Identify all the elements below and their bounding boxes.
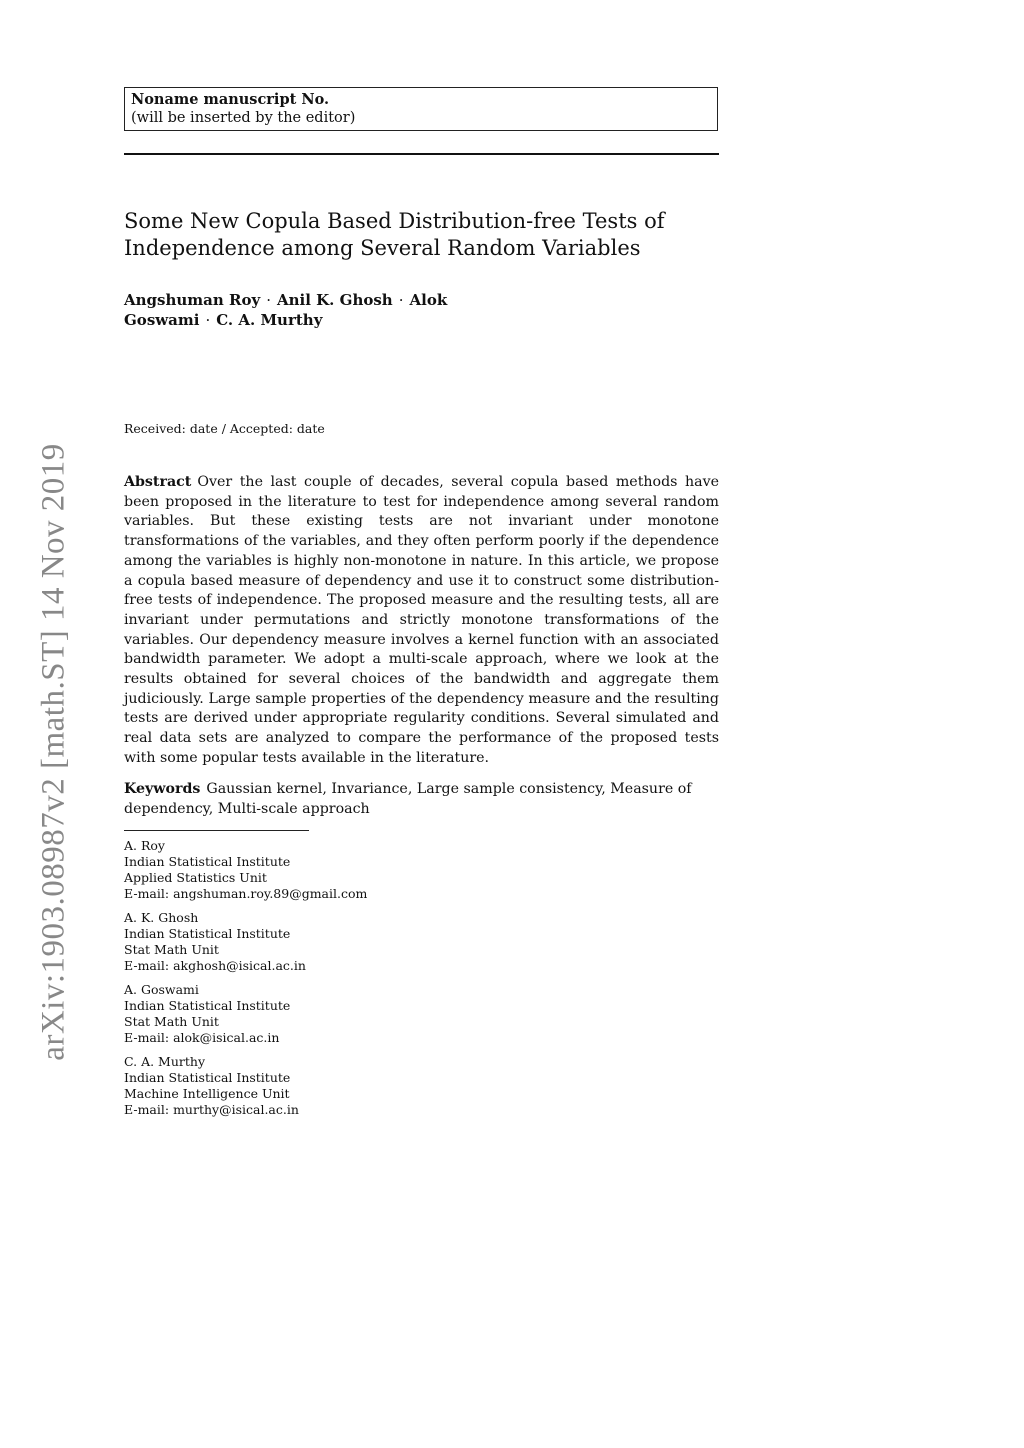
author-name: C. A. Murthy [216, 311, 323, 329]
received-accepted-dates: Received: date / Accepted: date [124, 421, 325, 436]
manuscript-number-label: Noname manuscript No. [131, 91, 330, 108]
author-name: Alok Goswami [124, 291, 448, 329]
author-separator: · [205, 311, 211, 329]
keywords-text: Gaussian kernel, Invariance, Large sample consistency, Measure of dependency, Multi-scale approach [124, 781, 692, 817]
affiliation-email: E-mail: alok@isical.ac.in [124, 1030, 280, 1045]
affiliation-institute: Indian Statistical Institute [124, 998, 291, 1013]
affiliation-name: A. Roy [124, 838, 165, 853]
affiliation-unit: Stat Math Unit [124, 1014, 219, 1029]
abstract-section [124, 473, 719, 769]
author-list [124, 290, 504, 330]
affiliation-name: A. Goswami [124, 982, 199, 997]
editor-note-box [124, 87, 718, 131]
footnote-rule [124, 830, 309, 831]
arxiv-identifier-stamp: arXiv:1903.08987v2 [math.ST] 14 Nov 2019 [35, 443, 72, 1061]
affiliation-name: C. A. Murthy [124, 1054, 205, 1069]
abstract-label: Abstract [124, 474, 192, 490]
keywords-label: Keywords [124, 781, 201, 797]
affiliation-email: E-mail: angshuman.roy.89@gmail.com [124, 886, 368, 901]
affiliation-name: A. K. Ghosh [124, 910, 199, 925]
abstract-text: Over the last couple of decades, several copula based methods have been proposed in the literature to test for independence among several random variables. But these existing tests are not invariant under monotone transformations of the variables, and they often perform poorly if the dependence among the variables is highly non-monotone in nature. In this article, we propose a copula based measure of dependency and use it to construct some distribution-free tests of independence. The proposed measure and the resulting tests, all are invariant under permutations and strictly monotone transformations of the variables. Our dependency measure involves a kernel function with an associated bandwidth parameter. We adopt a multi-scale approach, where we look at the results obtained for several choices of the bandwidth and aggregate them judiciously. Large sample properties of the dependency measure and the resulting tests are derived under appropriate regularity conditions. Several simulated and real data sets are analyzed to compare the performance of the proposed tests with some popular tests available in the literature. [124, 474, 719, 766]
affiliation-unit: Machine Intelligence Unit [124, 1086, 290, 1101]
affiliation-email: E-mail: murthy@isical.ac.in [124, 1102, 299, 1117]
affiliation-institute: Indian Statistical Institute [124, 926, 291, 941]
affiliation-institute: Indian Statistical Institute [124, 1070, 291, 1085]
affiliation-email: E-mail: akghosh@isical.ac.in [124, 958, 306, 973]
author-name: Anil K. Ghosh [276, 291, 393, 309]
keywords-section [124, 780, 719, 819]
affiliation-unit: Stat Math Unit [124, 942, 219, 957]
editor-insert-note: (will be inserted by the editor) [131, 110, 356, 126]
paper-title: Some New Copula Based Distribution-free Tests of Independence among Several Random Variables [124, 209, 665, 260]
affiliation-block [124, 838, 444, 902]
author-separator: · [398, 291, 404, 309]
affiliation-block [124, 1054, 444, 1118]
affiliation-institute: Indian Statistical Institute [124, 854, 291, 869]
header-rule [124, 153, 719, 155]
affiliation-block [124, 982, 444, 1046]
affiliation-unit: Applied Statistics Unit [124, 870, 267, 885]
author-separator: · [266, 291, 271, 309]
author-name: Angshuman Roy [124, 291, 261, 309]
affiliation-block [124, 910, 444, 974]
